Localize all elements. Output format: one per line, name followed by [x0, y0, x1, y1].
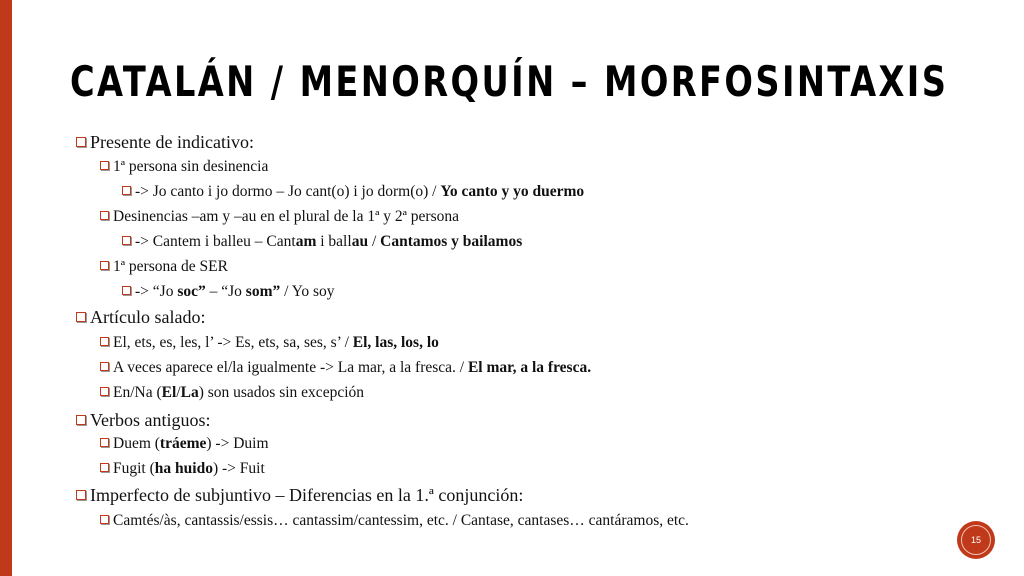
bold-text: am	[295, 233, 317, 250]
bullet-level-1	[76, 410, 211, 431]
square-bullet-icon	[122, 286, 131, 295]
bullet-level-1	[76, 307, 205, 328]
text-run: Fugit (	[113, 460, 155, 477]
square-bullet-icon	[100, 387, 109, 396]
bullet-text: 1ª persona de SER	[113, 258, 228, 275]
text-run: -> Jo canto i jo dormo – Jo cant(o) i jo dorm(o) /	[135, 183, 441, 200]
bullet-text: Presente de indicativo:	[90, 132, 254, 152]
square-bullet-icon	[100, 337, 109, 346]
square-bullet-icon	[122, 186, 131, 195]
square-bullet-icon	[100, 362, 109, 371]
bullet-text: Imperfecto de subjuntivo – Diferencias en la 1.ª conjunción:	[90, 485, 524, 505]
bullet-level-2	[100, 258, 228, 276]
text-run: i ball	[316, 233, 352, 250]
slide-title: CATALÁN / MENORQUÍN – MORFOSINTAXIS	[70, 57, 949, 106]
text-run: ) -> Duim	[206, 435, 269, 452]
bold-text: ha huido	[154, 460, 213, 477]
page-number-badge	[957, 521, 995, 559]
square-bullet-icon	[76, 312, 86, 322]
page-number: 15	[961, 525, 991, 555]
bullet-text	[135, 283, 335, 301]
bullet-text	[135, 233, 522, 251]
square-bullet-icon	[100, 463, 109, 472]
text-run: /	[368, 233, 381, 250]
bullet-level-2	[100, 334, 439, 352]
square-bullet-icon	[122, 236, 131, 245]
text-run: ) -> Fuit	[212, 460, 265, 477]
bullet-text	[113, 384, 364, 402]
bold-text: El mar, a la fresca.	[467, 359, 592, 376]
square-bullet-icon	[100, 438, 109, 447]
bold-text: Yo canto y yo duermo	[440, 183, 585, 200]
bullet-text	[135, 183, 584, 201]
bullet-level-2	[100, 359, 591, 377]
square-bullet-icon	[100, 515, 109, 524]
square-bullet-icon	[100, 261, 109, 270]
bold-text: au	[351, 233, 369, 250]
bold-text: La	[180, 384, 199, 401]
text-run: El, ets, es, les, l’ -> Es, ets, sa, ses, s’ /	[113, 334, 353, 351]
bold-text: Cantamos y bailamos	[380, 233, 523, 250]
bullet-level-2	[100, 158, 268, 176]
bullet-level-1	[76, 132, 254, 153]
bullet-level-3	[122, 183, 584, 201]
bullet-level-2	[100, 208, 459, 226]
bold-text: som”	[245, 283, 281, 300]
text-run: En/Na (	[113, 384, 162, 401]
text-run: ) son usados sin excepción	[198, 384, 365, 401]
bullet-text: Camtés/às, cantassis/essis… cantassim/cantessim, etc. / Cantase, cantases… cantáramos, etc.	[113, 512, 689, 529]
bullet-level-2	[100, 512, 689, 530]
text-run: /	[176, 384, 181, 401]
bold-text: El	[161, 384, 177, 401]
text-run: / Yo soy	[280, 283, 335, 300]
text-run: – “Jo	[205, 283, 246, 300]
bullet-text	[113, 359, 591, 377]
square-bullet-icon	[76, 137, 86, 147]
bullet-level-3	[122, 233, 522, 251]
text-run: -> Cantem i balleu – Cant	[135, 233, 296, 250]
square-bullet-icon	[100, 161, 109, 170]
bullet-text: Verbos antiguos:	[90, 410, 211, 430]
text-run: -> “Jo	[135, 283, 178, 300]
accent-bar	[0, 0, 12, 576]
square-bullet-icon	[76, 490, 86, 500]
bold-text: soc”	[177, 283, 206, 300]
bullet-level-2	[100, 435, 269, 453]
bullet-level-1	[76, 485, 523, 506]
bullet-level-2	[100, 460, 265, 478]
bullet-text: 1ª persona sin desinencia	[113, 158, 269, 175]
bullet-text	[113, 334, 439, 352]
bullet-text	[113, 460, 265, 478]
bold-text: tráeme	[159, 435, 207, 452]
square-bullet-icon	[76, 415, 86, 425]
bold-text: El, las, los, lo	[352, 334, 439, 351]
bullet-text: Artículo salado:	[90, 307, 206, 327]
bullet-text	[113, 435, 269, 453]
bullet-level-3	[122, 283, 335, 301]
text-run: A veces aparece el/la igualmente -> La mar, a la fresca. /	[113, 359, 468, 376]
square-bullet-icon	[100, 211, 109, 220]
bullet-text: Desinencias –am y –au en el plural de la 1ª y 2ª persona	[113, 208, 459, 225]
bullet-level-2	[100, 384, 364, 402]
text-run: Duem (	[113, 435, 160, 452]
